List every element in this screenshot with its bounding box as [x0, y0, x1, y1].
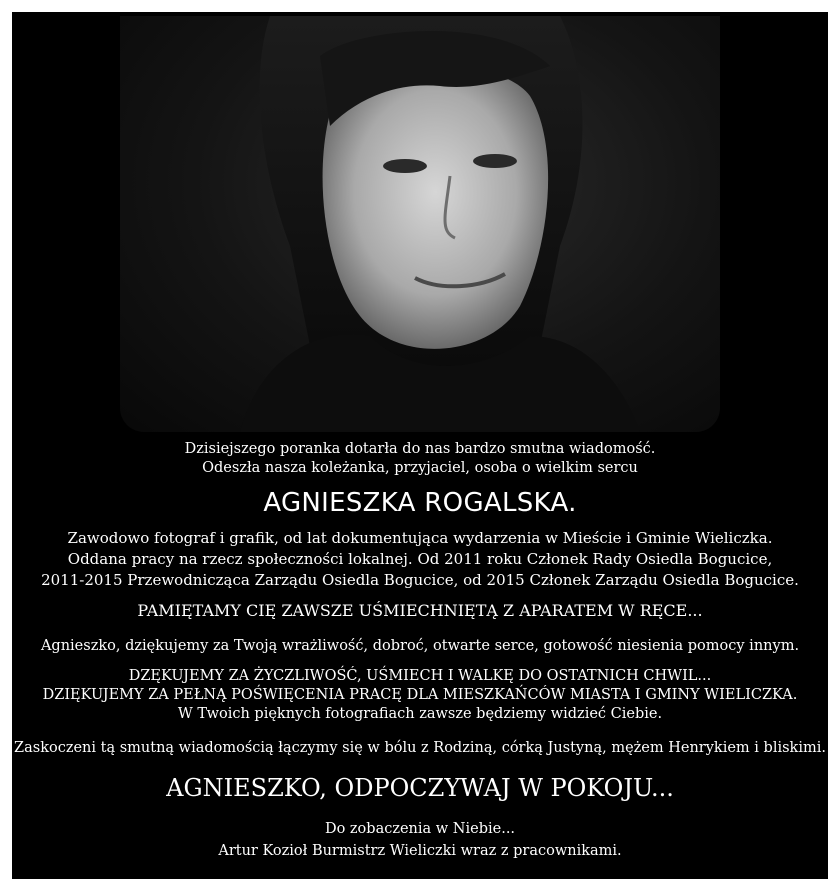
condolences-text: Zaskoczeni tą smutną wiadomością łączymy się w bólu z Rodziną, córką Justyną, mężem Henrykiem i bliskimi.	[14, 740, 826, 756]
condolences-line	[12, 739, 828, 758]
bio-line-1: Zawodowo fotograf i grafik, od lat dokumentująca wydarzenia w Mieście i Gminie Wieliczka.	[67, 529, 773, 547]
remember-line	[12, 600, 828, 622]
portrait-photo	[120, 16, 720, 432]
gratitude-block	[12, 667, 828, 724]
portrait-illustration	[120, 16, 720, 432]
biography	[12, 528, 828, 591]
bio-line-3: 2011-2015 Przewodnicząca Zarządu Osiedla Bogucice, od 2015 Członek Zarządu Osiedla Bogucice.	[41, 571, 799, 589]
gratitude-line-3: W Twoich pięknych fotografiach zawsze będziemy widzieć Ciebie.	[177, 706, 663, 722]
rip-heading	[12, 772, 828, 804]
signature-line: Artur Kozioł Burmistrz Wieliczki wraz z pracownikami.	[218, 843, 622, 859]
remember-text: PAMIĘTAMY CIĘ ZAWSZE UŚMIECHNIĘTĄ Z APARATEM W RĘCE...	[137, 601, 703, 620]
intro-line-1: Dzisiejszego poranka dotarła do nas bardzo smutna wiadomość.	[184, 441, 656, 457]
closing-line-1: Do zobaczenia w Niebie...	[324, 821, 516, 837]
gratitude-line-1: DZĘKUJEMY ZA ŻYCZLIWOŚĆ, UŚMIECH I WALKĘ DO OSTATNICH CHWIL...	[128, 668, 712, 684]
thanks-text: Agnieszko, dziękujemy za Twoją wrażliwość, dobroć, otwarte serce, gotowość niesienia pomocy innym.	[40, 638, 800, 654]
intro-text	[12, 440, 828, 478]
bio-line-2: Oddana pracy na rzecz społeczności lokalnej. Od 2011 roku Członek Rady Osiedla Bogucice,	[67, 550, 773, 568]
closing-block	[12, 818, 828, 862]
thanks-line	[12, 637, 828, 656]
deceased-name: AGNIESZKA ROGALSKA.	[263, 488, 577, 518]
memorial-card	[12, 12, 828, 879]
gratitude-line-2: DZIĘKUJEMY ZA PEŁNĄ POŚWIĘCENIA PRACĘ DLA MIESZKAŃCÓW MIASTA I GMINY WIELICZKA.	[42, 687, 798, 703]
intro-line-2: Odeszła nasza koleżanka, przyjaciel, osoba o wielkim sercu	[202, 460, 638, 476]
rip-text: AGNIESZKO, ODPOCZYWAJ W POKOJU...	[166, 774, 674, 802]
name-heading	[12, 486, 828, 520]
